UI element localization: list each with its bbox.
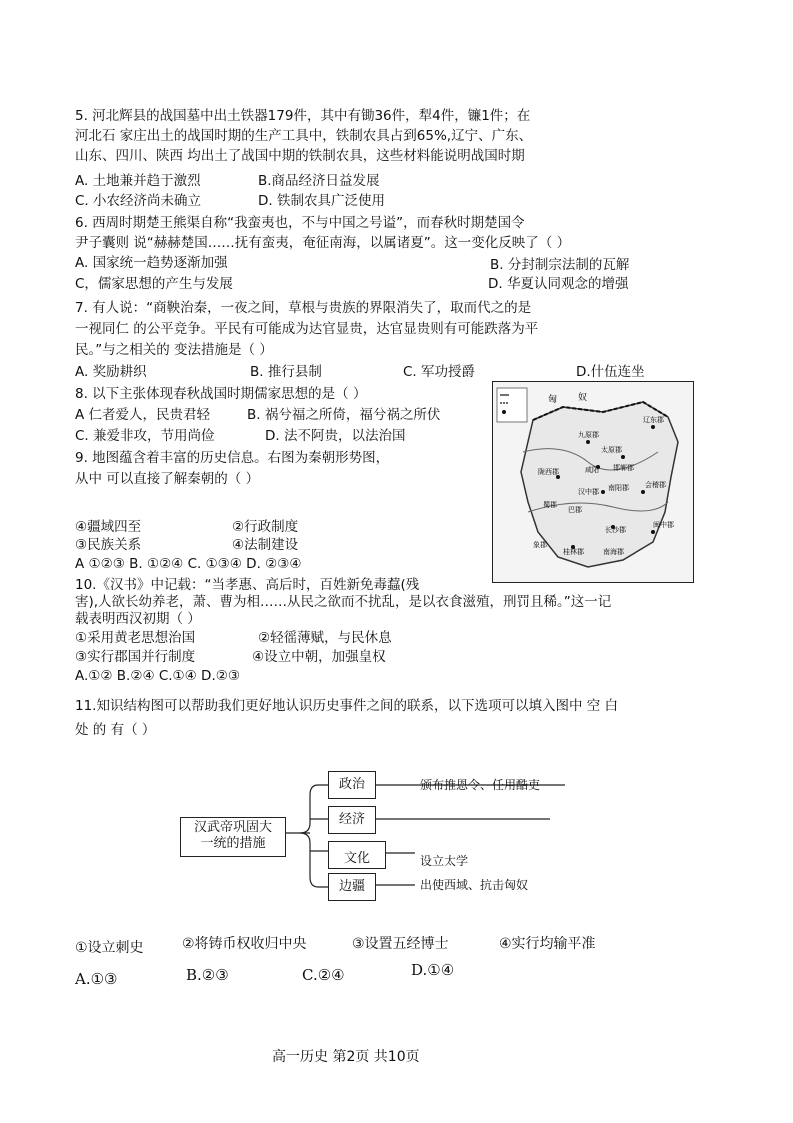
map-label: 桂林郡	[563, 548, 584, 556]
map-label: 南阳郡	[608, 484, 629, 492]
q11-item-3: ③设置五经博士	[352, 936, 449, 952]
q8-option-c: C. 兼爱非攻，节用尚俭	[75, 428, 215, 444]
map-label: 会稽郡	[645, 481, 666, 489]
map-label: 蜀郡	[543, 501, 557, 509]
map-label: 咸阳	[585, 466, 599, 474]
q9-item-2: ②行政制度	[232, 519, 299, 535]
q11-option-a: A.①③	[75, 970, 118, 988]
q8-option-a: A 仁者爱人，民贵君轻	[75, 407, 211, 423]
q6-option-c: C，儒家思想的产生与发展	[75, 276, 233, 292]
map-label: 邯郸郡	[613, 464, 634, 472]
map-label: 陇西郡	[538, 468, 559, 476]
diagram-center-line1: 汉武帝巩固大	[193, 820, 272, 835]
q5-option-a: A. 土地兼并趋于激烈	[75, 173, 201, 189]
q7-option-a: A. 奖励耕织	[75, 364, 147, 380]
map-label: 巴郡	[568, 506, 582, 514]
q10-stem-line1: 10.《汉书》中记载：“当孝惠、高后时，百姓新免毒蠚(残	[75, 577, 420, 593]
q6-stem-line2: 尹子囊则 说“赫赫楚国……抚有蛮夷，奄征南海，以属诸夏”。这一变化反映了（ ）	[75, 235, 571, 251]
q11-item-1: ①设立刺史	[75, 940, 144, 956]
q9-stem-line2: 从中 可以直接了解秦朝的（ ）	[75, 471, 260, 487]
q10-stem-line3: 载表明西汉初期（ ）	[75, 611, 201, 627]
q10-item-1: ①采用黄老思想治国	[75, 630, 196, 646]
q10-item-2: ②轻徭薄赋，与民休息	[258, 630, 392, 646]
diagram-frontier-desc: 出使西域、抗击匈奴	[420, 878, 529, 892]
q7-stem-line3: 民。”与之相关的 变法措施是（ ）	[75, 342, 273, 358]
q10-stem-line2: 害),人欲长幼养老，萧、曹为相……从民之欲而不扰乱，是以衣食滋殖，刑罚且稀。”这一记	[75, 594, 612, 610]
q9-item-4: ④法制建设	[232, 537, 299, 553]
q9-item-1: ④疆域四至	[75, 519, 142, 535]
q9-options: A ①②③ B. ①②④ C. ①③④ D. ②③④	[75, 556, 302, 572]
q10-item-3: ③实行郡国并行制度	[75, 649, 196, 665]
q8-option-b: B. 祸兮福之所倚，福兮祸之所伏	[247, 407, 441, 423]
map-label: 匈	[548, 395, 558, 405]
q6-option-b: B. 分封制宗法制的瓦解	[490, 257, 630, 273]
diagram-culture-box: 文化	[328, 841, 386, 869]
diagram-center-line2: 一统的措施	[200, 836, 266, 851]
q11-option-c: C.②④	[302, 966, 345, 984]
q8-stem: 8. 以下主张体现春秋战国时期儒家思想的是（ ）	[75, 386, 367, 402]
knowledge-structure-diagram	[180, 765, 570, 905]
q6-option-d: D. 华夏认同观念的增强	[488, 276, 629, 292]
q5-option-d: D. 铁制农具广泛使用	[258, 193, 385, 209]
map-label: 太原郡	[601, 446, 622, 454]
q11-option-d: D.①④	[411, 961, 455, 979]
q7-stem-line2: 一视同仁 的公平竞争。平民有可能成为达官显贵，达官显贵则有可能跌落为平	[75, 321, 539, 337]
map-label: 奴	[578, 393, 588, 403]
q6-stem-line1: 6. 西周时期楚王熊渠自称“我蛮夷也，不与中国之号谥”，而春秋时期楚国令	[75, 215, 525, 231]
q11-item-4: ④实行均输平准	[499, 936, 596, 952]
diagram-politics-box: 政治	[328, 771, 376, 799]
map-label: 南海郡	[603, 548, 624, 556]
q7-option-d: D.什伍连坐	[576, 364, 645, 380]
q10-options: A.①② B.②④ C.①④ D.②③	[75, 668, 240, 684]
qin-dynasty-map	[492, 381, 694, 583]
diagram-politics-desc: 颁布推恩令、任用酷吏	[420, 778, 541, 792]
diagram-center-box	[180, 817, 286, 857]
q7-stem-line1: 7. 有人说：“商鞅治秦，一夜之间，草根与贵族的界限消失了，取而代之的是	[75, 300, 532, 316]
q7-option-c: C. 军功授爵	[403, 364, 476, 380]
diagram-frontier-box: 边疆	[328, 873, 376, 901]
q5-stem-line2: 河北石 家庄出土的战国时期的生产工具中，铁制农具占到65%,辽宁、广东、	[75, 128, 533, 144]
q5-option-b: B.商品经济日益发展	[258, 173, 380, 189]
page-footer: 高一历史 第2页 共10页	[272, 1049, 420, 1065]
map-label: 辽东郡	[643, 416, 664, 424]
q9-stem-line1: 9. 地图蕴含着丰富的历史信息。右图为秦朝形势图，	[75, 450, 390, 466]
diagram-culture-desc: 设立太学	[420, 854, 469, 868]
q8-option-d: D. 法不阿贵，以法治国	[265, 428, 406, 444]
q10-item-4: ④设立中朝，加强皇权	[252, 649, 386, 665]
q11-stem-line2: 处 的 有（ ）	[75, 722, 156, 738]
map-label: 象郡	[533, 541, 547, 549]
q9-item-3: ③民族关系	[75, 537, 142, 553]
q5-option-c: C. 小农经济尚未确立	[75, 193, 202, 209]
q11-option-b: B.②③	[186, 966, 229, 984]
q11-stem-line1: 11.知识结构图可以帮助我们更好地认识历史事件之间的联系，以下选项可以填入图中 空 白	[75, 698, 619, 714]
map-label: 长沙郡	[605, 526, 626, 534]
map-label: 九原郡	[578, 431, 599, 439]
q6-option-a: A. 国家统一趋势逐渐加强	[75, 255, 228, 271]
map-label: 闽中郡	[653, 521, 674, 529]
q11-item-2: ②将铸币权收归中央	[182, 936, 307, 952]
q7-option-b: B. 推行县制	[250, 364, 322, 380]
diagram-economy-box: 经济	[328, 806, 376, 834]
q5-stem-line1: 5. 河北辉县的战国墓中出土铁器179件，其中有锄36件，犁4件，镰1件；在	[75, 108, 531, 124]
q5-stem-line3: 山东、四川、陕西 均出土了战国中期的铁制农具，这些材料能说明战国时期	[75, 148, 525, 164]
map-label: 汉中郡	[578, 488, 599, 496]
